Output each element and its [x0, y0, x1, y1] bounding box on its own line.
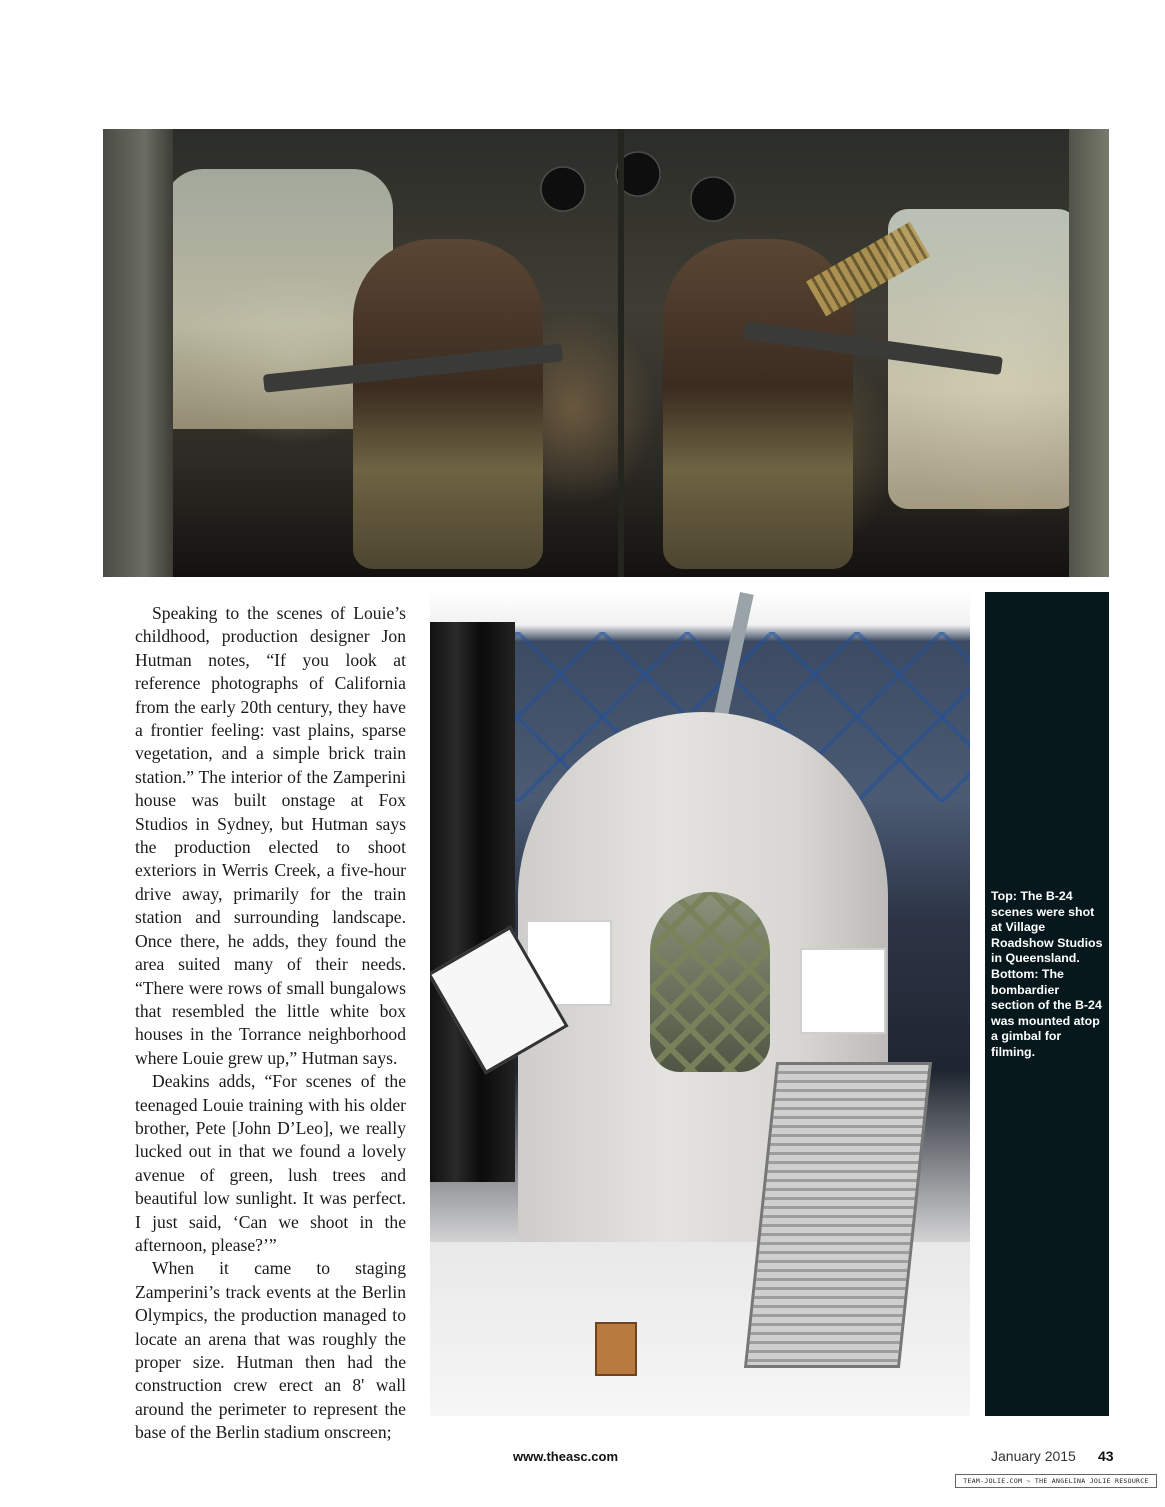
bombardier-nose-section — [650, 892, 770, 1072]
article-body — [135, 602, 406, 1445]
footer-url: www.theasc.com — [513, 1449, 618, 1464]
paragraph: Deakins adds, “For scenes of the teenaged Louie training with his older brother, Pete [John D’Leo], we really lucked out in that we found a lovely avenue of green, lush trees and beautiful low sunlight. It was perfect. I just said, ‘Can we shoot in the afternoon, please?’” — [135, 1071, 406, 1255]
black-curtain — [430, 622, 515, 1182]
softbox-right — [800, 948, 886, 1034]
top-photo — [103, 129, 1109, 577]
footer-date: January 2015 — [991, 1448, 1076, 1464]
page-number: 43 — [1098, 1448, 1114, 1464]
fuselage-frame-left — [103, 129, 173, 577]
caption-panel — [985, 592, 1109, 1416]
gunner-left — [353, 239, 543, 569]
fuselage-frame-right — [1069, 129, 1109, 577]
bottom-photo — [430, 592, 970, 1416]
photo-caption: Top: The B-24 scenes were shot at Village Roadshow Studios in Queensland. Bottom: The bombardier section of the B-24 was mounted atop a gimbal for filming. — [991, 889, 1103, 1059]
paragraph: Speaking to the scenes of Louie’s childhood, production designer Jon Hutman notes, “If you look at reference photographs of California from the early 20th century, they have a frontier feeling: vast plains, sparse vegetation, and a simple brick train station.” The interior of the Zamperini house was built onstage at Fox Studios in Sydney, but Hutman says the production elected to shoot exteriors in Werris Creek, a five-hour drive away, primarily for the train station and surrounding landscape. Once there, he adds, they found the area suited many of their needs. “There were rows of small bungalows that resembled the little white box houses in the Torrance neighborhood where Louie grew up,” Hutman says. — [135, 603, 406, 1068]
paragraph: When it came to staging Zamperini’s track events at the Berlin Olympics, the production managed to locate an arena that was roughly the proper size. Hutman then had the construction crew erect an 8' wall around the perimeter to represent the base of the Berlin stadium onscreen; — [135, 1258, 406, 1443]
apple-box — [595, 1322, 637, 1376]
support-pole — [618, 129, 624, 577]
watermark: TEAM-JOLIE.COM ~ THE ANGELINA JOLIE RESOURCE — [955, 1474, 1157, 1488]
light-bank — [744, 1062, 932, 1368]
